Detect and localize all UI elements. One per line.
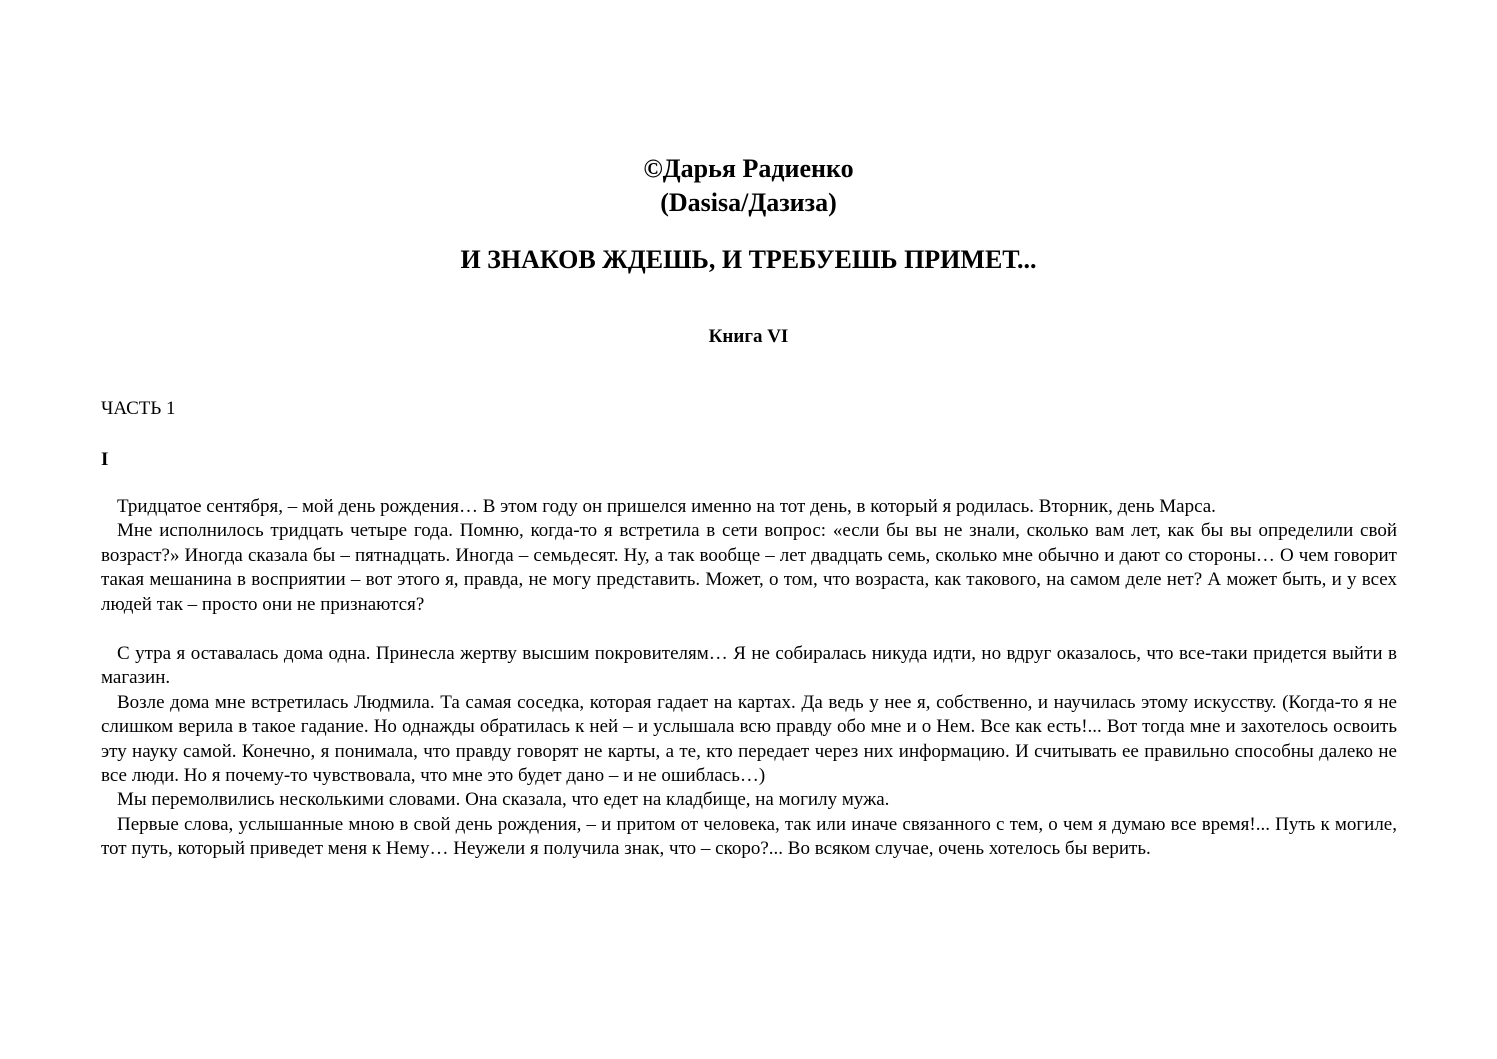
document-title: И ЗНАКОВ ЖДЕШЬ, И ТРЕБУЕШЬ ПРИМЕТ... [460,245,1037,274]
paragraph: Мы перемолвились несколькими словами. Она сказала, что едет на кладбище, на могилу мужа. [117,789,890,811]
book-number: Книга VI [708,326,789,347]
paragraph: Тридцатое сентября, – мой день рождения… В этом году он пришелся именно на тот день, в который я родилась. Вторник, день Марса. [117,496,1216,517]
paragraph: С утра я оставалась дома одна. Принесла жертву высшим покровителям… Я не собиралась никуда идти, но вдруг оказалось, что все-таки придется выйти в магазин. [101,643,1397,689]
chapter-heading: I [101,449,109,470]
author-name: ©Дарья Радиенко [643,154,854,183]
paragraph: Первые слова, услышанные мною в свой день рождения, – и притом от человека, так или иначе связанного с тем, о чем я думаю все время!... Путь к могиле, тот путь, который приведет меня к Нему… Неужели я получила знак, что – скоро?... Во всяком случае, очень хотелось бы верить. [101,813,1397,860]
part-heading: ЧАСТЬ 1 [101,398,176,419]
author-block [0,152,1497,220]
paragraph: Мне исполнилось тридцать четыре года. Помню, когда-то я встретила в сети вопрос: «если бы вы не знали, сколько вам лет, как бы вы определили свой возраст?» Иногда сказала бы – пятнадцать. Иногда – семьдесят. Ну, а так вообще – лет двадцать семь, сколько мне обычно и дают со стороны… О чем говорит такая мешанина в восприятии – вот этого я, правда, не могу представить. Может, о том, что возраста, как такового, на самом деле нет? А может быть, и у всех людей так – просто они не признаются? [101,520,1397,615]
body-text [101,495,1397,862]
author-pseudonym: (Dasisa/Дазиза) [660,188,837,217]
paragraph: Возле дома мне встретилась Людмила. Та самая соседка, которая гадает на картах. Да ведь у нее я, собственно, и научилась этому искусству. (Когда-то я не слишком верила в такое гадание. Но однажды обратилась к ней – и услышала всю правду обо мне и о Нем. Все как есть!... Вот тогда мне и захотелось освоить эту науку самой. Конечно, я понимала, что правду говорят не карты, а те, кто передает через них информацию. И считывать ее правильно способны далеко не все люди. Но я почему-то чувствовала, что мне это будет дано – и не ошиблась…) [101,691,1397,787]
